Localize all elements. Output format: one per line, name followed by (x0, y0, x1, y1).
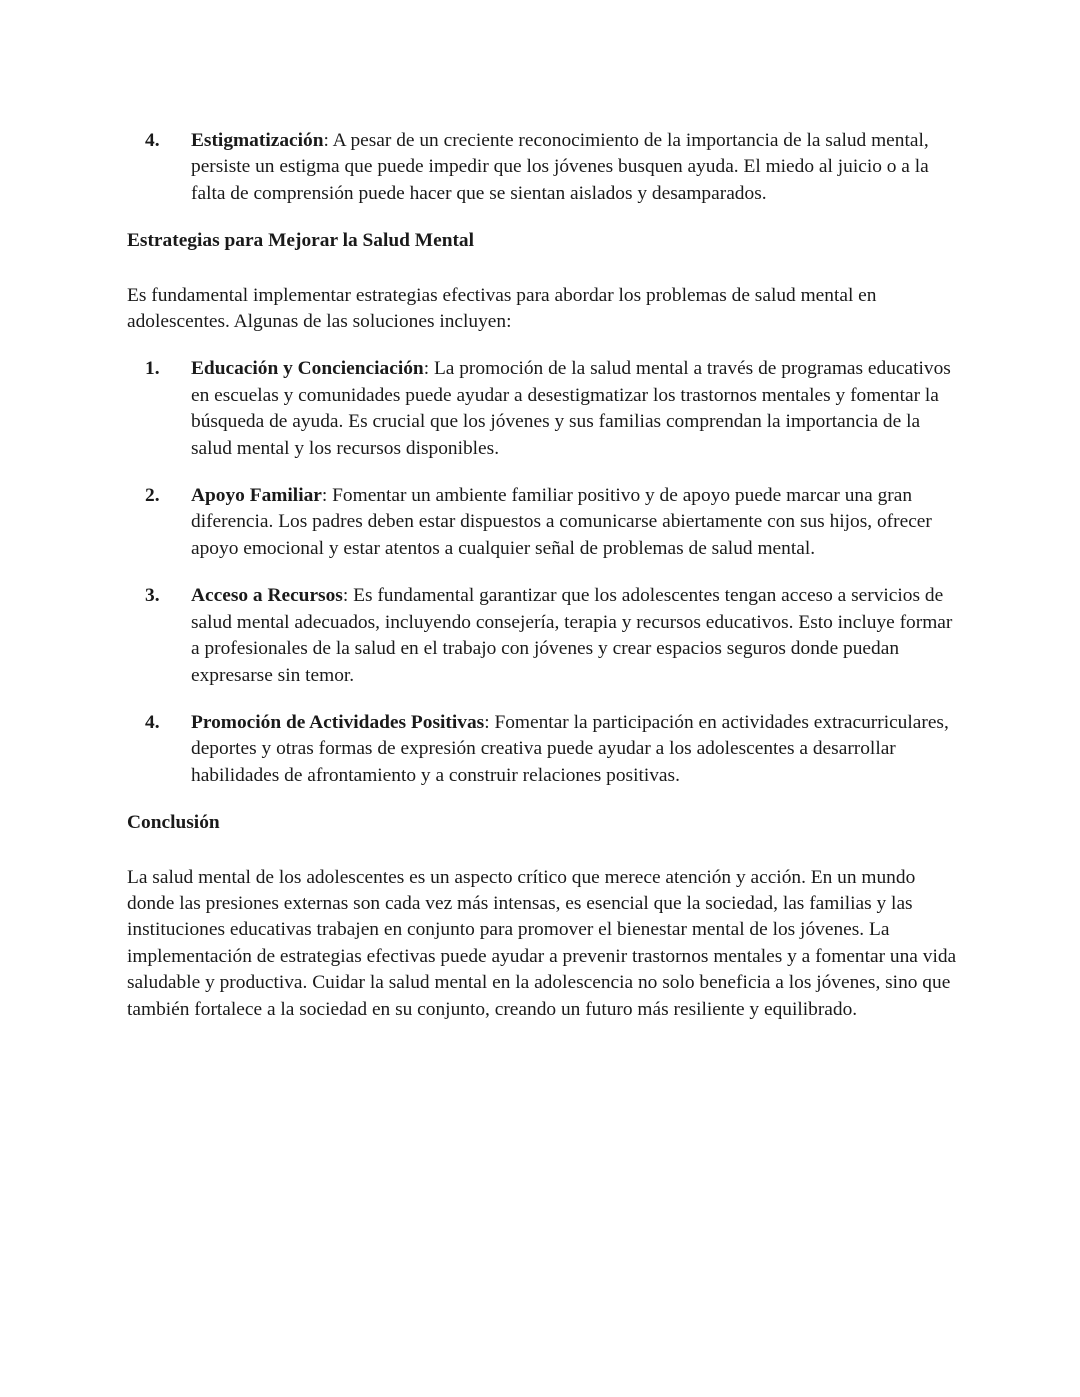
top-list (127, 128, 957, 207)
list-text: : Fomentar la participación en actividades extracurriculares, deportes y otras formas de expresión creativa puede ayudar a los adolescentes a desarrollar habilidades de afrontamiento y a construir relaciones positivas. (191, 711, 949, 786)
list-number: 4. (145, 130, 160, 151)
list-item (127, 483, 957, 562)
list-term: Apoyo Familiar (191, 485, 322, 507)
list-item (127, 356, 957, 462)
list-text: : A pesar de un creciente reconocimiento de la importancia de la salud mental, persiste un estigma que puede impedir que los jóvenes busquen ayuda. El miedo al juicio o a la falta de comprensión puede hacer que se sientan aislados y desamparados. (191, 130, 929, 204)
list-term: Educación y Concienciación (191, 358, 424, 380)
conclusion-paragraph: La salud mental de los adolescentes es un aspecto crítico que merece atención y acción. En un mundo donde las presiones externas son cada vez más intensas, es esencial que la sociedad, las familias y las instituciones educativas trabajen en conjunto para promover el bienestar mental de los jóvenes. La implementación de estrategias efectivas puede ayudar a prevenir trastornos mentales y a fomentar una vida saludable y productiva. Cuidar la salud mental en la adolescencia no solo beneficia a los jóvenes, sino que también fortalece a la sociedad en su conjunto, creando un futuro más resiliente y equilibrado. (127, 866, 957, 1020)
list-number: 1. (145, 358, 160, 380)
list-text: : La promoción de la salud mental a través de programas educativos en escuelas y comunidades puede ayudar a desestigmatizar los trastornos mentales y fomentar la búsqueda de ayuda. Es crucial que los jóvenes y sus familias comprendan la importancia de la salud mental y los recursos disponibles. (191, 358, 951, 459)
strategies-list (127, 356, 957, 789)
list-item (127, 710, 957, 789)
section-heading-conclusion: Conclusión (127, 812, 220, 834)
document-page (127, 128, 957, 1044)
list-number: 3. (145, 585, 160, 607)
list-term: Estigmatización (191, 130, 324, 151)
section-heading-strategies: Estrategias para Mejorar la Salud Mental (127, 230, 475, 252)
list-number: 2. (145, 485, 160, 507)
list-text: : Fomentar un ambiente familiar positivo y de apoyo puede marcar una gran diferencia. Los padres deben estar dispuestos a comunicarse abiertamente con sus hijos, ofrecer apoyo emocional y estar atentos a cualquier señal de problemas de salud mental. (191, 485, 932, 559)
list-item (127, 128, 957, 207)
section-intro: Es fundamental implementar estrategias efectivas para abordar los problemas de salud mental en adolescentes. Algunas de las soluciones incluyen: (127, 284, 877, 333)
list-term: Acceso a Recursos (191, 585, 343, 607)
list-number: 4. (145, 711, 160, 733)
list-item (127, 583, 957, 689)
list-term: Promoción de Actividades Positivas (191, 711, 485, 733)
list-text: : Es fundamental garantizar que los adolescentes tengan acceso a servicios de salud mental adecuados, incluyendo consejería, terapia y recursos educativos. Esto incluye formar a profesionales de la salud en el trabajo con jóvenes y crear espacios seguros donde puedan expresarse sin temor. (191, 585, 953, 686)
